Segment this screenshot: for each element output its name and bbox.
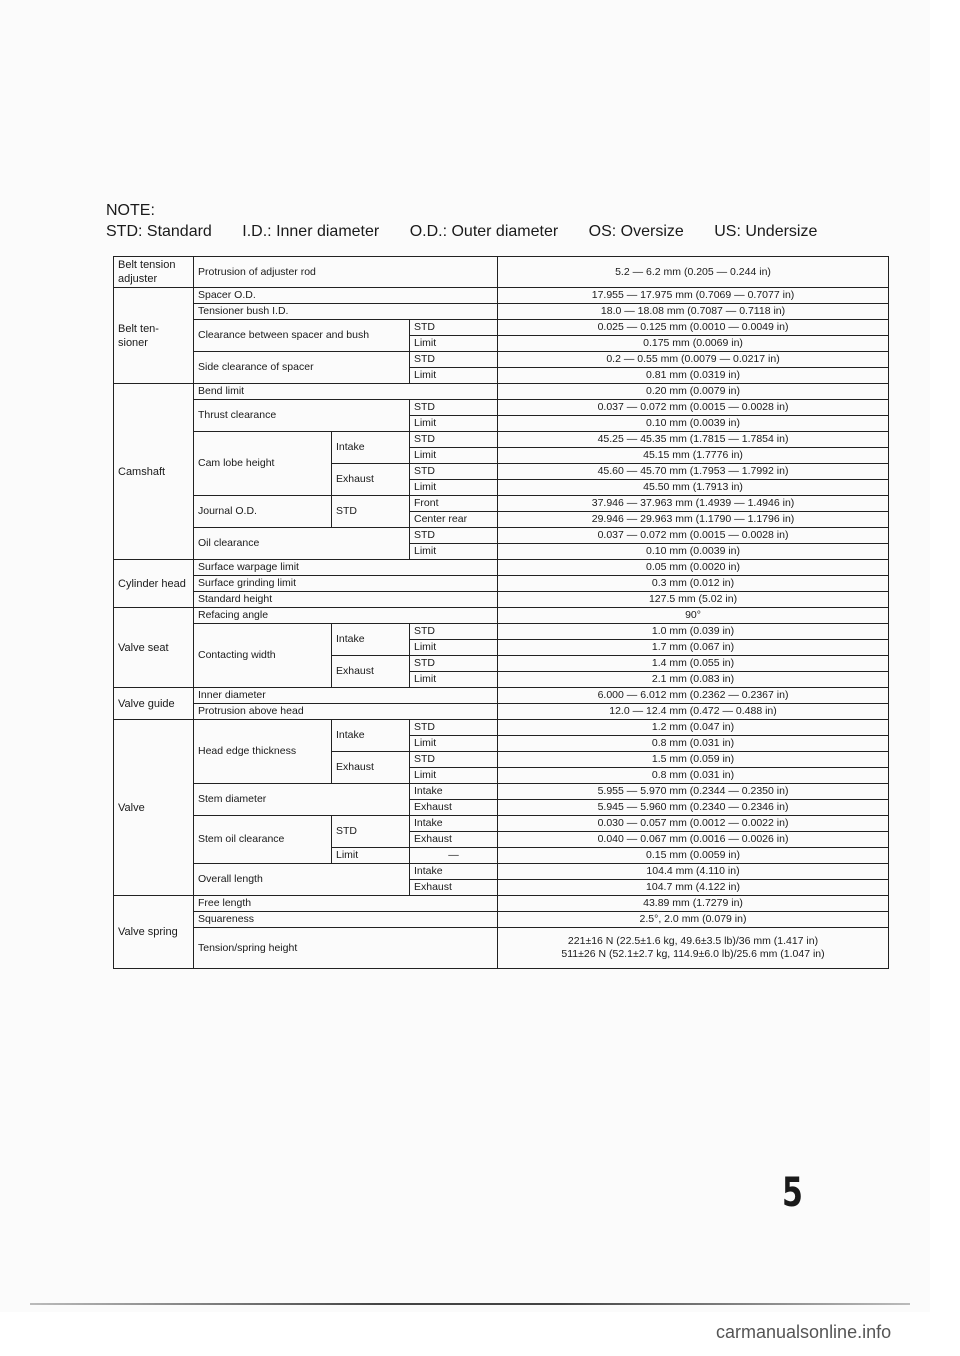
intake-label: Intake	[410, 816, 498, 832]
intake-label: Intake	[410, 864, 498, 880]
spec-value: 45.15 mm (1.7776 in)	[498, 448, 889, 464]
spec-value: 0.10 mm (0.0039 in)	[498, 416, 889, 432]
item-label: Oil clearance	[194, 528, 410, 560]
table-row	[114, 720, 889, 736]
exhaust-label: Exhaust	[410, 800, 498, 816]
item-label: Refacing angle	[194, 608, 498, 624]
group-label: Belt tension adjuster	[114, 257, 194, 288]
spec-value: 104.4 mm (4.110 in)	[498, 864, 889, 880]
std-label: STD	[410, 720, 498, 736]
spec-value: 12.0 — 12.4 mm (0.472 — 0.488 in)	[498, 704, 889, 720]
legend-std: STD: Standard	[106, 223, 212, 240]
table-row	[114, 896, 889, 912]
std-label: STD	[410, 464, 498, 480]
std-label: STD	[410, 400, 498, 416]
bottom-rule	[30, 1303, 910, 1305]
legend-os: OS: Oversize	[588, 223, 684, 240]
item-label: Protrusion above head	[194, 704, 498, 720]
spec-value: 2.5°, 2.0 mm (0.079 in)	[498, 912, 889, 928]
limit-label: Limit	[410, 480, 498, 496]
spec-value: 0.05 mm (0.0020 in)	[498, 560, 889, 576]
table-row	[114, 496, 889, 512]
item-label: Inner diameter	[194, 688, 498, 704]
table-row	[114, 257, 889, 288]
item-label: Standard height	[194, 592, 498, 608]
table-row	[114, 432, 889, 448]
item-label: Surface grinding limit	[194, 576, 498, 592]
item-label: Contacting width	[194, 624, 332, 688]
legend-id: I.D.: Inner diameter	[242, 223, 380, 240]
limit-label: Limit	[410, 768, 498, 784]
group-label: Valve seat	[114, 608, 194, 688]
note-heading: NOTE:	[106, 202, 155, 219]
spec-value: 0.10 mm (0.0039 in)	[498, 544, 889, 560]
intake-label: Intake	[410, 784, 498, 800]
spec-value: 45.60 — 45.70 mm (1.7953 — 1.7992 in)	[498, 464, 889, 480]
item-label: Head edge thickness	[194, 720, 332, 784]
table-row	[114, 304, 889, 320]
spec-value: 37.946 — 37.963 mm (1.4939 — 1.4946 in)	[498, 496, 889, 512]
spec-value: 0.8 mm (0.031 in)	[498, 768, 889, 784]
item-label: Side clearance of spacer	[194, 352, 410, 384]
spec-value: 0.81 mm (0.0319 in)	[498, 368, 889, 384]
spec-value: 1.5 mm (0.059 in)	[498, 752, 889, 768]
limit-label: Limit	[410, 416, 498, 432]
limit-label: Limit	[410, 368, 498, 384]
table-row	[114, 576, 889, 592]
item-label: Bend limit	[194, 384, 498, 400]
table-row	[114, 320, 889, 336]
position-label: Front	[410, 496, 498, 512]
table-row	[114, 288, 889, 304]
group-label: Belt ten- sioner	[114, 288, 194, 384]
spec-value: 0.040 — 0.067 mm (0.0016 — 0.0026 in)	[498, 832, 889, 848]
exhaust-label: Exhaust	[332, 656, 410, 688]
item-label: Tensioner bush I.D.	[194, 304, 498, 320]
group-label: Valve spring	[114, 896, 194, 969]
note-legend	[106, 221, 866, 242]
item-label: Journal O.D.	[194, 496, 332, 528]
item-label: Squareness	[194, 912, 498, 928]
abbreviation-note	[106, 200, 866, 242]
limit-label: Limit	[332, 848, 410, 864]
table-row	[114, 384, 889, 400]
spec-value-line: 511±26 N (52.1±2.7 kg, 114.9±6.0 lb)/25.6 mm (1.047 in)	[561, 948, 825, 960]
spec-value: 90°	[498, 608, 889, 624]
intake-label: Intake	[332, 432, 410, 464]
table-row	[114, 816, 889, 832]
item-label: Thrust clearance	[194, 400, 410, 432]
group-label: Cylinder head	[114, 560, 194, 608]
spec-value: 0.3 mm (0.012 in)	[498, 576, 889, 592]
spec-value: 1.0 mm (0.039 in)	[498, 624, 889, 640]
item-label: Clearance between spacer and bush	[194, 320, 410, 352]
spec-value: 5.2 — 6.2 mm (0.205 — 0.244 in)	[498, 257, 889, 288]
table-row	[114, 912, 889, 928]
spec-value: 18.0 — 18.08 mm (0.7087 — 0.7118 in)	[498, 304, 889, 320]
spec-value: 5.945 — 5.960 mm (0.2340 — 0.2346 in)	[498, 800, 889, 816]
spec-value: 43.89 mm (1.7279 in)	[498, 896, 889, 912]
limit-label: Limit	[410, 672, 498, 688]
std-label: STD	[410, 656, 498, 672]
table-row	[114, 864, 889, 880]
spec-value: 0.15 mm (0.0059 in)	[498, 848, 889, 864]
spec-value: 6.000 — 6.012 mm (0.2362 — 0.2367 in)	[498, 688, 889, 704]
table-row	[114, 928, 889, 969]
spec-value: 2.1 mm (0.083 in)	[498, 672, 889, 688]
page-number: 5	[782, 1170, 803, 1216]
spec-value: 0.037 — 0.072 mm (0.0015 — 0.0028 in)	[498, 400, 889, 416]
item-label: Cam lobe height	[194, 432, 332, 496]
spec-value: 17.955 — 17.975 mm (0.7069 — 0.7077 in)	[498, 288, 889, 304]
exhaust-label: Exhaust	[332, 464, 410, 496]
table-row	[114, 560, 889, 576]
limit-label: Limit	[410, 640, 498, 656]
limit-label: Limit	[410, 736, 498, 752]
table-row	[114, 352, 889, 368]
specification-table	[113, 256, 889, 969]
legend-od: O.D.: Outer diameter	[409, 223, 559, 240]
table-row	[114, 528, 889, 544]
group-label: Valve guide	[114, 688, 194, 720]
spec-value	[498, 928, 889, 969]
item-label: Protrusion of adjuster rod	[194, 257, 498, 288]
std-label: STD	[410, 320, 498, 336]
table-row	[114, 704, 889, 720]
spec-value: 29.946 — 29.963 mm (1.1790 — 1.1796 in)	[498, 512, 889, 528]
spec-value: 104.7 mm (4.122 in)	[498, 880, 889, 896]
intake-label: Intake	[332, 720, 410, 752]
std-label: STD	[410, 624, 498, 640]
exhaust-label: Exhaust	[410, 880, 498, 896]
group-label: Valve	[114, 720, 194, 896]
spec-value: 127.5 mm (5.02 in)	[498, 592, 889, 608]
position-label: Center rear	[410, 512, 498, 528]
spec-value: 1.2 mm (0.047 in)	[498, 720, 889, 736]
intake-label: Intake	[332, 624, 410, 656]
spec-value-line: 221±16 N (22.5±1.6 kg, 49.6±3.5 lb)/36 mm (1.417 in)	[567, 935, 819, 947]
spec-value: 0.8 mm (0.031 in)	[498, 736, 889, 752]
dash-cell: —	[410, 848, 498, 864]
group-label: Camshaft	[114, 384, 194, 560]
spec-value: 0.175 mm (0.0069 in)	[498, 336, 889, 352]
spec-value: 0.025 — 0.125 mm (0.0010 — 0.0049 in)	[498, 320, 889, 336]
item-label: Spacer O.D.	[194, 288, 498, 304]
item-label: Overall length	[194, 864, 410, 896]
spec-value: 45.25 — 45.35 mm (1.7815 — 1.7854 in)	[498, 432, 889, 448]
watermark: carmanualsonline.info	[716, 1322, 892, 1342]
spec-value: 0.037 — 0.072 mm (0.0015 — 0.0028 in)	[498, 528, 889, 544]
table-row	[114, 400, 889, 416]
spec-value: 0.2 — 0.55 mm (0.0079 — 0.0217 in)	[498, 352, 889, 368]
table-row	[114, 608, 889, 624]
spec-value: 45.50 mm (1.7913 in)	[498, 480, 889, 496]
spec-value: 1.4 mm (0.055 in)	[498, 656, 889, 672]
std-label: STD	[410, 432, 498, 448]
limit-label: Limit	[410, 336, 498, 352]
std-label: STD	[332, 816, 410, 848]
item-label: Surface warpage limit	[194, 560, 498, 576]
item-label: Free length	[194, 896, 498, 912]
exhaust-label: Exhaust	[410, 832, 498, 848]
spec-value: 5.955 — 5.970 mm (0.2344 — 0.2350 in)	[498, 784, 889, 800]
table-row	[114, 784, 889, 800]
spec-value: 0.030 — 0.057 mm (0.0012 — 0.0022 in)	[498, 816, 889, 832]
std-label: STD	[410, 752, 498, 768]
std-label: STD	[332, 496, 410, 528]
table-row	[114, 688, 889, 704]
limit-label: Limit	[410, 544, 498, 560]
spec-value: 0.20 mm (0.0079 in)	[498, 384, 889, 400]
limit-label: Limit	[410, 448, 498, 464]
table-row	[114, 624, 889, 640]
table-row	[114, 592, 889, 608]
item-label: Stem oil clearance	[194, 816, 332, 864]
std-label: STD	[410, 352, 498, 368]
item-label: Tension/spring height	[194, 928, 498, 969]
legend-us: US: Undersize	[714, 223, 818, 240]
std-label: STD	[410, 528, 498, 544]
exhaust-label: Exhaust	[332, 752, 410, 784]
spec-value: 1.7 mm (0.067 in)	[498, 640, 889, 656]
item-label: Stem diameter	[194, 784, 410, 816]
